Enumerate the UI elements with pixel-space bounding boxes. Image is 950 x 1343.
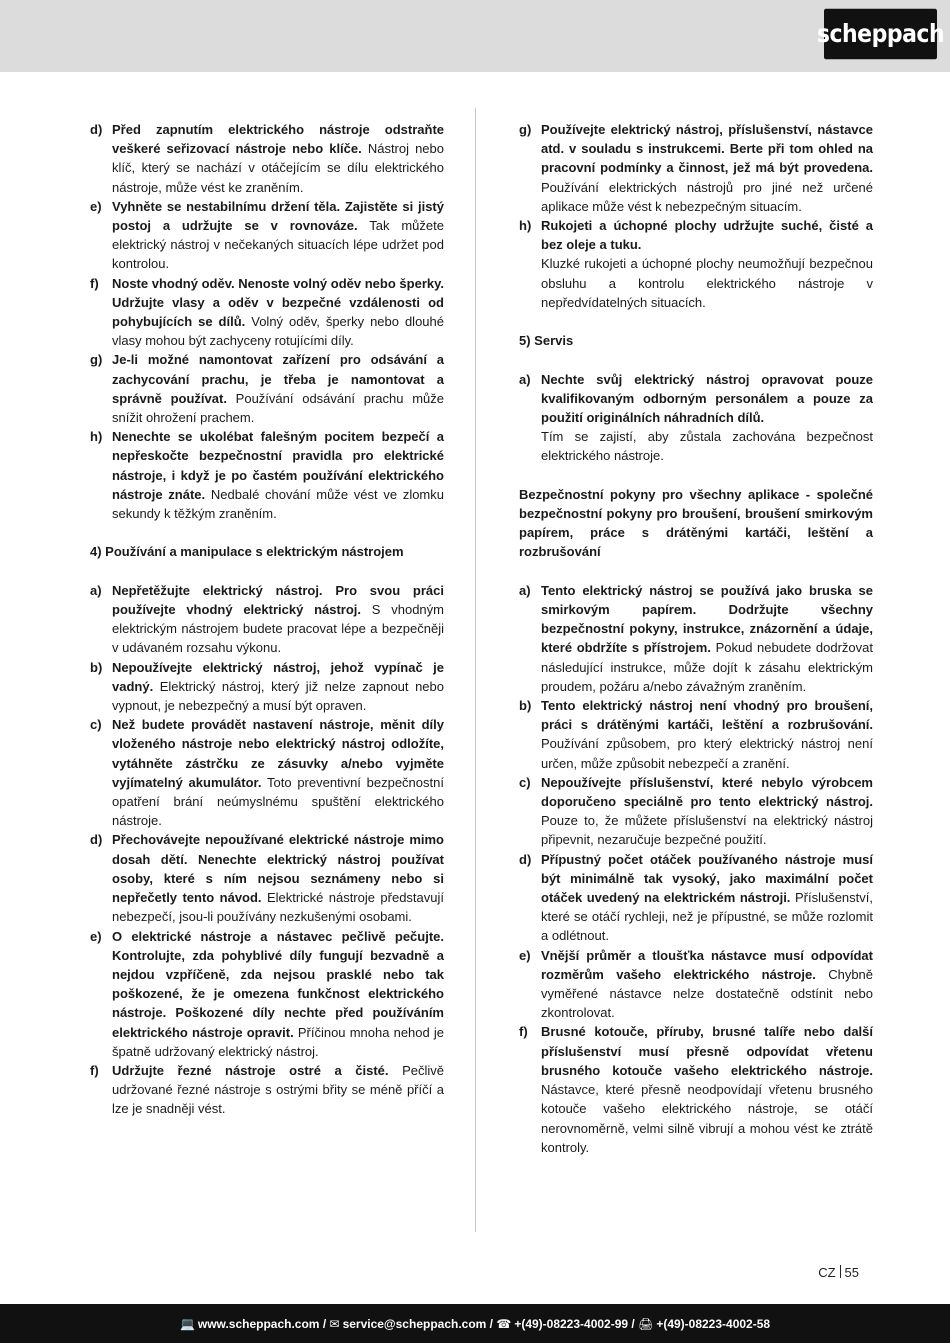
item-text [541,773,873,850]
item-bold-text: Tento elektrický nástroj není vhodný pro broušení, práci s drátěnými kartáči, leštění a rozbrušování. [541,698,873,733]
item-text [112,274,444,351]
page-header [0,0,950,72]
item-normal-text: Elektrické nástroje představují nebezpečí, jsou-li používány nezkušenými osobami. [112,890,444,925]
item-bold-text: Noste vhodný oděv. Nenoste volný oděv nebo šperky. Udržujte vlasy a oděv v bezpečné vzdálenosti od pohybujících se dílů. [112,275,444,330]
section-5-item [519,370,873,466]
item-normal-text: Příslušenství, které se otáčí rychleji, než je přípustné, se může rozlomit a odlétnout. [541,890,873,944]
item-text [541,581,873,696]
section-4-list [90,581,444,1119]
item-normal-text: Elektrický nástroj, který již nelze zapnout nebo vypnout, je nebezpečný a musí být opraven. [112,678,444,714]
item-marker: g) [90,352,103,368]
item-normal-text: Používání způsobem, pro který elektrický nástroj není určen, může způsobit nebezpečí a zranění. [541,736,873,771]
item-normal-text: S vhodným elektrickým nástrojem budete pracovat lépe a bezpečněji v udávaném rozsahu výkonu. [112,602,444,656]
section-4-item [90,927,444,1061]
section-4-item [90,581,444,658]
item-marker: f) [519,1024,528,1040]
section-5-list [519,370,873,466]
item-marker: f) [90,1062,99,1078]
grinding-safety-list [519,581,873,1157]
item-text [112,350,444,427]
right-column [519,120,873,1157]
grinding-item [519,946,873,1023]
left-item [90,427,444,523]
item-bold-text: Brusné kotouče, příruby, brusné talíře nebo další příslušenství musí přesně odpovídat vřetenu brusného kotouče vašeho elektrického nástroje. [541,1024,873,1078]
item-normal-text: Nedbalé chování může vést ve zlomku sekundy k těžkým zraněním. [112,486,444,522]
item-bold-text: Před zapnutím elektrického nástroje odstraňte veškeré seřizovací nástroje nebo klíče. [112,122,444,157]
item-marker: d) [90,832,103,848]
item-bold-text: Přechovávejte nepoužívané elektrické nástroje mimo dosah dětí. Nenechte elektrický nástroj používat osoby, které s ním nejsou seznámeny nebo si nepřečetly tento návod. [112,832,444,906]
item-text [112,581,444,658]
right-top-item [519,120,873,216]
item-bold-text: Nepoužívejte elektrický nástroj, jehož vypínač je vadný. [112,659,444,694]
item-bold-text: Nepoužívejte příslušenství, které nebylo výrobcem doporučeno speciálně pro tento elektrický nástroj. [541,774,873,810]
item-marker: b) [90,659,103,675]
left-item [90,274,444,351]
item-bold-text: Tento elektrický nástroj se používá jako bruska se smirkovým papírem. Dodržujte všechny bezpečnostní pokyny, instrukce, znázornění a údaje, které obdržíte s přístrojem. [541,582,873,656]
left-item [90,197,444,274]
item-normal-text: Nástroj nebo klíč, který se nachází v otáčejícím se dílu elektrického nástroje, může vést ke zraněním. [112,141,444,195]
mail-icon: ✉ [329,1316,340,1331]
item-bold-text: Používejte elektrický nástroj, příslušenství, nástavce atd. v souladu s instrukcemi. Berte při tom ohled na pracovní podmínky a činnost, jež má být provedena. [541,122,873,176]
grinding-item [519,696,873,773]
phone-number: +(49)-08223-4002-99 / [514,1316,635,1331]
email-link[interactable]: service@scheppach.com / [342,1316,494,1331]
item-text [112,427,444,523]
item-marker: e) [90,198,102,214]
contact-footer [0,1304,950,1343]
item-bold-text: Než budete provádět nastavení nástroje, měnit díly vloženého nástroje nebo elektrický nástroj odložíte, vytáhněte zástrčku ze zásuvky a/nebo vyjměte vyjímatelný akumulátor. [112,717,444,790]
item-normal-text: Používání odsávání prachu může snížit ohrožení prachem. [112,390,444,426]
scheppach-logo: scheppach [824,9,937,60]
item-text [112,197,444,274]
item-normal-text: Pečlivě udržované řezné nástroje s ostrými břity se méně příčí a lze je snadněji vést. [112,1062,444,1117]
item-normal-text: Pokud nebudete dodržovat následující instrukce, může dojít k zásahu elektrickým proudem, požáru a/nebo závažným zraněním. [541,640,873,694]
item-normal-text: Používání elektrických nástrojů pro jiné než určené aplikace může vést k nebezpečným situacím. [541,179,873,214]
left-item-list [90,120,444,523]
section-4-item [90,1061,444,1119]
item-marker: f) [90,275,99,291]
item-normal-text: Toto preventivní bezpečnostní opatření brání neúmyslnému spuštění elektrického nástroje. [112,774,444,829]
language-code: CZ [818,1265,836,1280]
fax-number: +(49)-08223-4002-58 [656,1316,771,1331]
item-text [112,830,444,926]
item-bold-text: Nechte svůj elektrický nástroj opravovat pouze kvalifikovaným odborným personálem a pouze za použití originálních náhradních dílů. [541,371,873,426]
item-normal-text: Nástavce, které přesně neodpovídají vřetenu brusného kotouče vašeho elektrického nástroje, se otáčí nerovnoměrně, velmi silně vibrují a mohou vést ke ztrátě kontroly. [541,1082,873,1155]
item-marker: a) [519,582,531,598]
left-item [90,120,444,197]
item-normal-text: Tak můžete elektrický nástroj v nečekaných situacích lépe udržet pod kontrolou. [112,218,444,272]
item-marker: c) [519,774,531,790]
item-bold-text: O elektrické nástroje a nástavec pečlivě pečujte. Kontrolujte, zda pohyblivé díly fungují bezvadně a nejdou vzpříčeně, zda nejsou prasklé nebo tak poškozené, že je omezena funkčnost elektrického nástroje. Poškozené díly nechte před používáním elektrického nástroje opravit. [112,928,444,1040]
item-normal-text: Volný oděv, šperky nebo dlouhé vlasy mohou být zachyceny rotujícími díly. [112,314,444,349]
item-text [112,927,444,1061]
item-text [112,1061,444,1119]
item-text [541,216,873,312]
section-4-item [90,715,444,830]
item-text [541,946,873,1023]
item-bold-text: Rukojeti a úchopné plochy udržujte suché, čisté a bez oleje a tuku. [541,218,873,253]
item-text [541,370,873,466]
section-4-item [90,658,444,716]
item-marker: c) [90,717,102,733]
grinding-item [519,1022,873,1156]
item-normal-text: Tím se zajistí, aby zůstala zachována bezpečnost elektrického nástroje. [541,429,873,464]
item-marker: h) [90,429,103,445]
item-normal-text: Kluzké rukojeti a úchopné plochy neumožňují bezpečnou obsluhu a kontrolu elektrického nástroje v nepředvídatelných situacích. [541,256,873,310]
item-marker: a) [519,371,531,387]
item-normal-text: Chybně vyměřené nástavce nelze dostatečně odstínit nebo zkontrolovat. [541,966,874,1021]
item-marker: b) [519,698,532,714]
item-normal-text: Příčinou mnoha nehod je špatně udržovaný elektrický nástroj. [112,1024,445,1059]
page-number-value: 55 [844,1265,859,1280]
grinding-item [519,581,873,696]
item-marker: d) [519,851,532,867]
item-bold-text: Přípustný počet otáček používaného nástroje musí být minimálně tak vysoký, jako maximální počet otáček uvedený na elektrickém nástroji. [541,851,873,906]
item-bold-text: Vyhněte se nestabilnímu držení těla. Zajistěte si jistý postoj a udržujte se v rovnováze. [112,198,444,234]
item-text [541,696,873,773]
item-bold-text: Nenechte se ukolébat falešným pocitem bezpečí a nepřeskočte bezpečnostní pravidla pro elektrické nástroje, i když je po častém používání elektrického nástroje znáte. [112,429,444,502]
item-text [112,120,444,197]
page-number [818,1265,859,1280]
item-marker: d) [90,122,103,137]
computer-icon: 💻 [179,1316,195,1331]
item-marker: e) [519,947,531,963]
item-text [112,715,444,830]
item-bold-text: Vnější průměr a tloušťka nástavce musí odpovídat rozměrům vašeho elektrického nástroje. [541,947,873,982]
right-top-item [519,216,873,312]
item-bold-text: Nepřetěžujte elektrický nástroj. Pro svou práci používejte vhodný elektrický nástroj. [112,582,444,618]
item-marker: e) [90,928,102,944]
item-text [541,120,873,216]
fax-icon: 🖨 [638,1316,654,1331]
item-marker: g) [519,122,532,137]
item-normal-text: Pouze to, že můžete příslušenství na elektrický nástroj připevnit, nezaručuje bezpečné použití. [541,813,873,848]
item-bold-text: Je-li možné namontovat zařízení pro odsávání a zachycování prachu, je třeba je namontovat a správně používat. [112,352,444,406]
section-4-item [90,830,444,926]
right-top-list [519,120,873,312]
item-text [112,658,444,716]
item-marker: a) [90,582,102,598]
item-text [541,850,873,946]
item-bold-text: Udržujte řezné nástroje ostré a čisté. [112,1062,389,1078]
section-4-heading: 4) Používání a manipulace s elektrickým nástrojem [90,544,404,560]
item-marker: h) [519,218,532,234]
grinding-item [519,773,873,850]
left-item [90,350,444,427]
left-column [90,120,444,1119]
section-5-heading: 5) Servis [519,333,574,349]
column-divider [475,108,476,1232]
grinding-safety-heading: Bezpečnostní pokyny pro všechny aplikace - společné bezpečnostní pokyny pro broušení, broušení smirkovým papírem, práce s drátěnými kartáči, leštění a rozbrušování [519,486,873,560]
phone-icon: ☎ [496,1316,512,1331]
grinding-item [519,850,873,946]
website-link[interactable]: www.scheppach.com / [197,1316,327,1331]
item-text [541,1022,873,1156]
